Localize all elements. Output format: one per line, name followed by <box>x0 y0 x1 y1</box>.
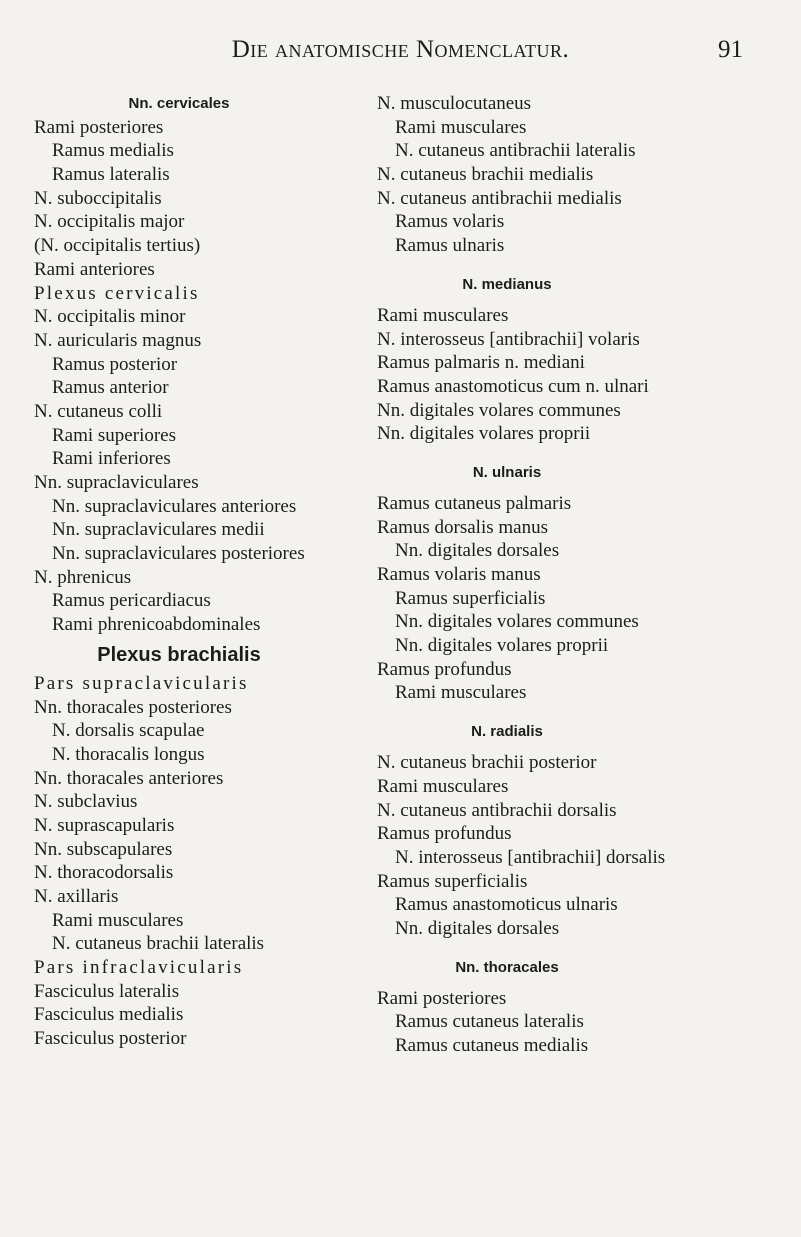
list-item: Rami anteriores <box>34 258 155 280</box>
list-item: Ramus dorsalis manus <box>377 516 548 538</box>
list-item: N. cutaneus brachii medialis <box>377 164 594 186</box>
list-item: N. interosseus [antibrachii] dorsalis <box>395 846 666 868</box>
list-item: Ramus lateralis <box>52 164 170 186</box>
list-item: Ramus profundus <box>377 658 512 680</box>
page-header <box>0 36 801 66</box>
section-heading: N. ulnaris <box>472 463 542 481</box>
left-column <box>34 92 394 1051</box>
page-number: 91 <box>718 36 743 63</box>
list-item: Rami posteriores <box>34 116 164 138</box>
list-item: (N. occipitalis tertius) <box>34 235 201 257</box>
list-item: Rami musculares <box>377 775 509 797</box>
list-item: N. cutaneus antibrachii medialis <box>377 187 622 209</box>
list-item: Ramus anastomoticus ulnaris <box>395 894 618 916</box>
list-item: Pars supraclavicularis <box>34 672 249 694</box>
list-item: N. suboccipitalis <box>34 187 162 209</box>
list-item: Ramus medialis <box>52 140 174 162</box>
list-item: Ramus volaris manus <box>377 564 541 585</box>
list-item: N. cutaneus brachii posterior <box>377 752 597 774</box>
right-column <box>377 92 787 1058</box>
section-heading: Plexus brachialis <box>97 643 261 666</box>
list-item: Rami musculares <box>377 304 509 326</box>
list-item: N. thoracodorsalis <box>34 862 174 884</box>
list-item: N. subclavius <box>34 791 138 813</box>
list-item: N. cutaneus antibrachii lateralis <box>395 140 636 162</box>
list-item: N. occipitalis major <box>34 211 185 233</box>
list-item: Nn. supraclaviculares anteriores <box>52 495 297 517</box>
list-item: Ramus superficialis <box>377 870 528 892</box>
list-item: Ramus cutaneus lateralis <box>395 1011 584 1033</box>
list-item: Nn. digitales volares proprii <box>395 635 609 657</box>
list-item: N. interosseus [antibrachii] volaris <box>377 328 640 350</box>
list-item: Ramus palmaris n. mediani <box>377 352 585 374</box>
list-item: Ramus profundus <box>377 823 512 845</box>
list-item: N. musculocutaneus <box>377 93 532 114</box>
section-heading: Nn. cervicales <box>128 95 230 112</box>
list-item: Ramus cutaneus medialis <box>395 1035 589 1056</box>
list-item: N. axillaris <box>34 886 119 907</box>
list-item: N. phrenicus <box>34 566 132 588</box>
section-heading: N. radialis <box>471 723 543 741</box>
list-item: Rami musculares <box>395 682 527 704</box>
list-item: N. dorsalis scapulae <box>52 720 205 742</box>
list-item: N. cutaneus antibrachii dorsalis <box>377 799 617 821</box>
list-item: Nn. supraclaviculares <box>34 472 199 493</box>
section-heading: Nn. thoracales <box>455 958 559 976</box>
list-item: Nn. digitales volares communes <box>395 611 639 633</box>
list-item: Nn. thoracales anteriores <box>34 767 224 789</box>
list-item: Nn. digitales dorsales <box>395 540 560 562</box>
list-item: Nn. digitales volares communes <box>377 399 621 421</box>
list-item: Rami inferiores <box>52 448 171 470</box>
list-item: Rami superiores <box>52 424 177 446</box>
list-item: Ramus pericardiacus <box>52 590 211 612</box>
list-item: N. auricularis magnus <box>34 329 202 351</box>
list-item: Fasciculus lateralis <box>34 980 180 1002</box>
list-item: Pars infraclavicularis <box>34 957 244 979</box>
list-item: Nn. thoracales posteriores <box>34 696 232 718</box>
list-item: Rami posteriores <box>377 987 507 1009</box>
list-item: Ramus cutaneus palmaris <box>377 492 572 514</box>
running-title: Die anatomische Nomenclatur. <box>231 36 570 63</box>
list-item: Fasciculus posterior <box>34 1028 187 1050</box>
list-item: Ramus anastomoticus cum n. ulnari <box>377 375 649 397</box>
list-item: N. suprascapularis <box>34 814 175 836</box>
list-item: Nn. digitales volares proprii <box>377 423 591 445</box>
list-item: N. cutaneus brachii lateralis <box>52 933 265 955</box>
list-item: Rami musculares <box>52 909 184 931</box>
list-item: N. thoracalis longus <box>52 743 205 765</box>
list-item: Ramus superficialis <box>395 587 546 609</box>
list-item: Rami musculares <box>395 116 527 138</box>
list-item: Nn. subscapulares <box>34 838 173 860</box>
list-item: Rami phrenicoabdominales <box>52 614 261 636</box>
list-item: Nn. digitales dorsales <box>395 917 560 939</box>
list-item: Ramus ulnaris <box>395 235 505 257</box>
list-item: N. cutaneus colli <box>34 400 163 422</box>
list-item: Ramus anterior <box>52 377 169 399</box>
list-item: Ramus volaris <box>395 211 505 233</box>
section-heading: N. medianus <box>462 275 552 293</box>
list-item: Ramus posterior <box>52 353 178 375</box>
list-item: N. occipitalis minor <box>34 306 186 328</box>
list-item: Nn. supraclaviculares posteriores <box>52 543 305 565</box>
list-item: Plexus cervicalis <box>34 282 200 304</box>
list-item: Nn. supraclaviculares medii <box>52 519 265 541</box>
list-item: Fasciculus medialis <box>34 1004 184 1026</box>
